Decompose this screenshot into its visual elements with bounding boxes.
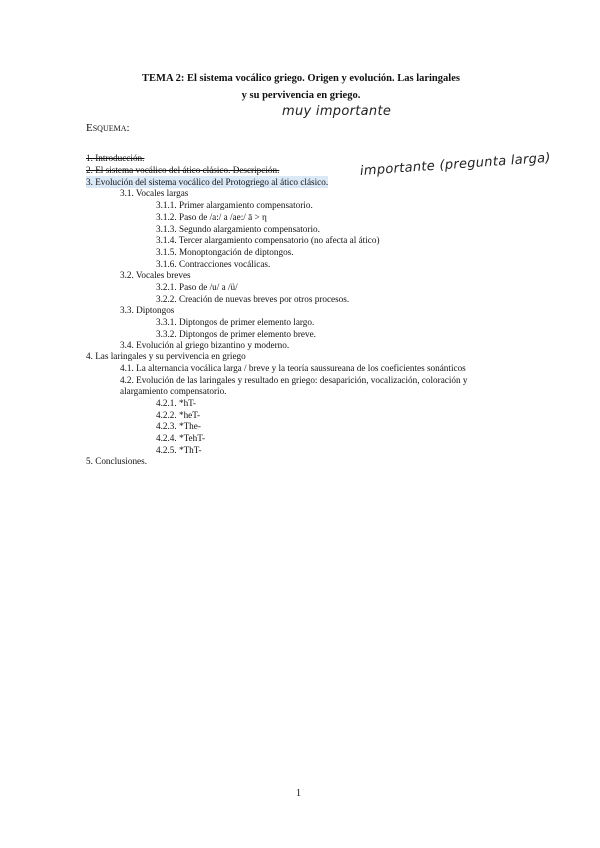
- outline-item: 4.2. Evolución de las laringales y resultado en griego: desaparición, vocalización, coloración y: [120, 375, 468, 385]
- outline-item: 3.1.2. Paso de /a:/ a /ae:/ ā > η: [156, 212, 267, 222]
- outline-item: 3.1.5. Monoptongación de diptongos.: [156, 247, 294, 257]
- outline-item: 4. Las laringales y su pervivencia en griego: [86, 351, 246, 361]
- outline-item: 4.2.3. *The-: [156, 421, 201, 431]
- outline-item: 3.2.1. Paso de /u/ a /ü/: [156, 282, 238, 292]
- outline-item: 4.2.1. *hT-: [156, 398, 196, 408]
- outline-item: 4.1. La alternancia vocálica larga / breve y la teoría saussureana de los coeficientes sonánticos: [120, 363, 466, 373]
- document-title: [96, 70, 506, 104]
- title-line-2: y su pervivencia en griego.: [241, 90, 361, 101]
- outline-item: 3.4. Evolución al griego bizantino y moderno.: [120, 340, 290, 350]
- title-line-1: TEMA 2: El sistema vocálico griego. Origen y evolución. Las laringales: [142, 73, 460, 84]
- outline-item: 3.1.4. Tercer alargamiento compensatorio (no afecta al ático): [156, 235, 380, 245]
- outline-item: 3.3.2. Diptongos de primer elemento breve.: [156, 329, 316, 339]
- outline-item: 3.1. Vocales largas: [120, 188, 189, 198]
- outline-item: 4.2.4. *TehT-: [156, 433, 206, 443]
- esquema-heading: Esquema:: [86, 122, 130, 134]
- page-number: 1: [296, 788, 301, 799]
- outline-item: 2. El sistema vocálico del ático clásico. Descripción.: [86, 165, 280, 175]
- outline-item: 3.2. Vocales breves: [120, 270, 191, 280]
- outline-item: 4.2.5. *ThT-: [156, 445, 202, 455]
- outline-item: 5. Conclusiones.: [86, 456, 147, 466]
- handwritten-note-muy-importante: muy importante: [282, 104, 392, 119]
- outline-item: 1. Introducción.: [86, 153, 145, 163]
- handwritten-note-importante-pregunta-larga: importante (pregunta larga): [359, 150, 552, 179]
- outline-item: 3.3.1. Diptongos de primer elemento largo.: [156, 317, 315, 327]
- outline-item: 3.2.2. Creación de nuevas breves por otros procesos.: [156, 294, 350, 304]
- outline-item: 4.2.2. *heT-: [156, 410, 201, 420]
- outline-item: 3.1.6. Contracciones vocálicas.: [156, 259, 271, 269]
- outline-item: alargamiento compensatorio.: [120, 386, 227, 396]
- outline-item: 3.3. Diptongos: [120, 305, 175, 315]
- outline-item-highlighted: 3. Evolución del sistema vocálico del Protogriego al ático clásico.: [86, 177, 329, 187]
- outline-item: 3.1.1. Primer alargamiento compensatorio.: [156, 200, 313, 210]
- outline-item: 3.1.3. Segundo alargamiento compensatorio.: [156, 224, 320, 234]
